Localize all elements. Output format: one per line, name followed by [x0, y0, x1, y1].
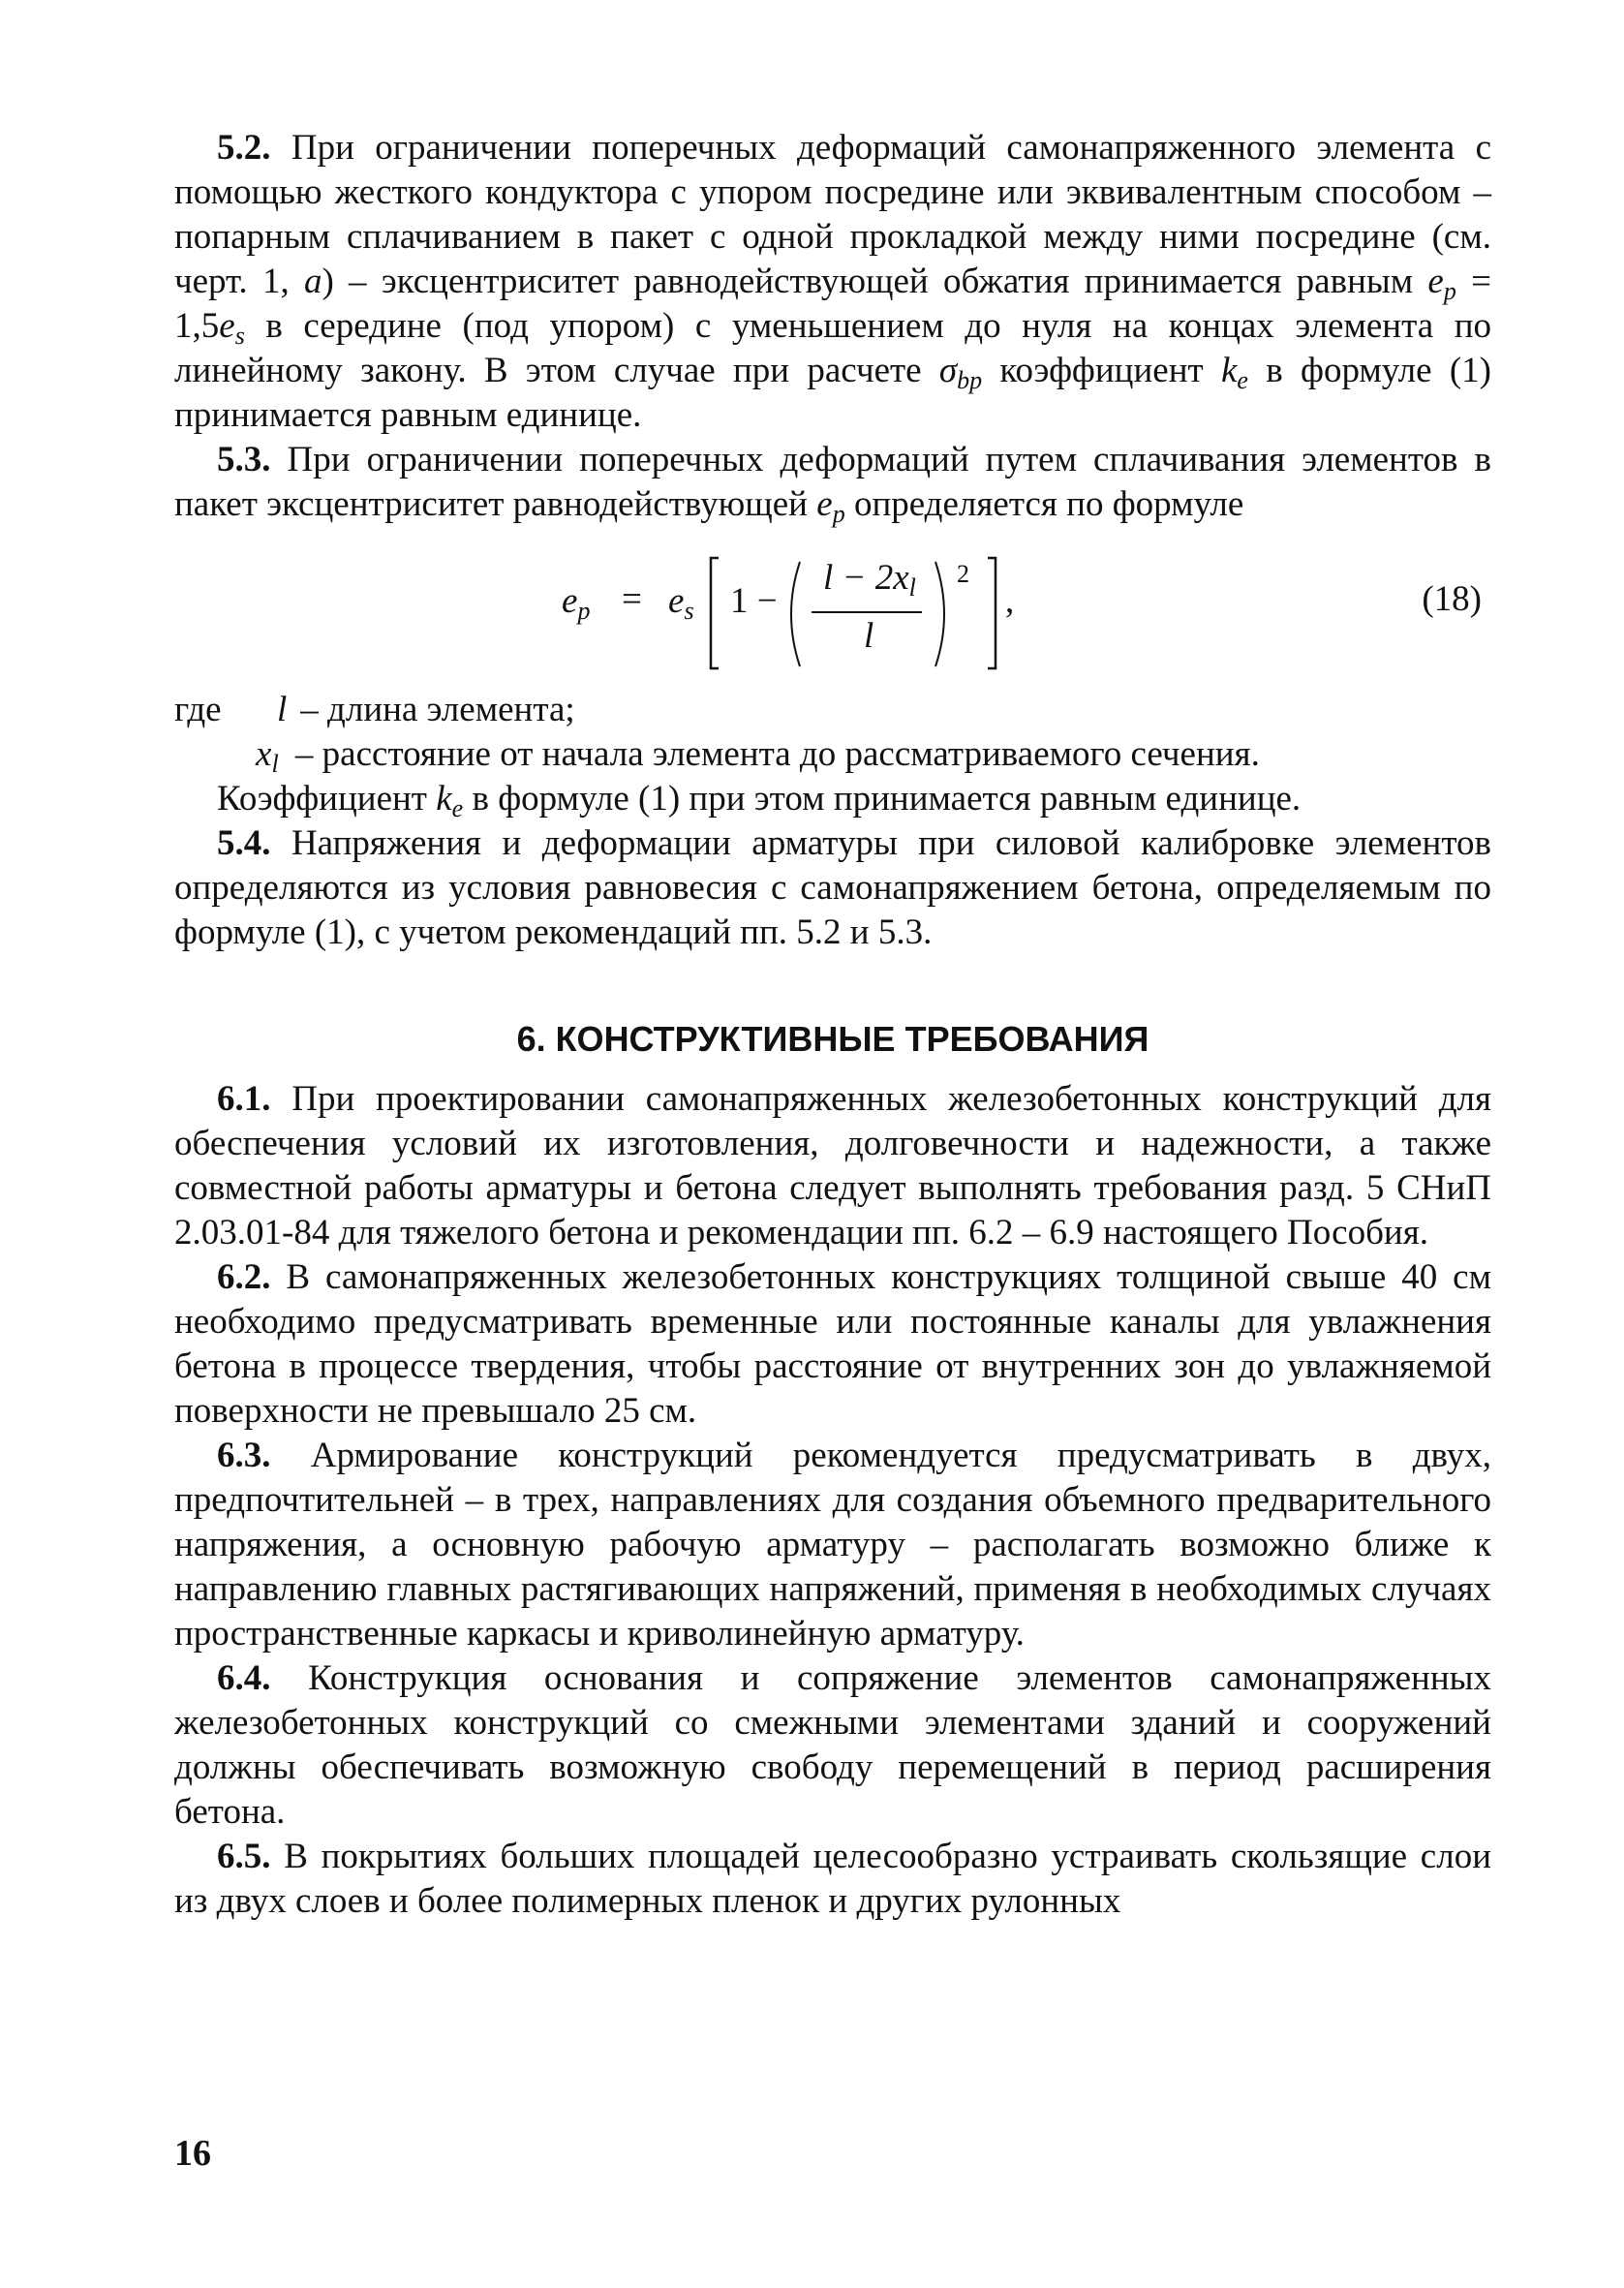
section-heading: 6. КОНСТРУКТИВНЫЕ ТРЕБОВАНИЯ: [516, 1019, 1149, 1059]
text: Коэффициент: [217, 779, 437, 819]
formula-comma: ,: [1005, 581, 1015, 621]
legend-x: $x_l$ – расстояние от начала элемента до рассматриваемого сечения.: [256, 734, 1260, 778]
formula-exponent: 2: [957, 560, 969, 588]
formula-denominator: l: [864, 616, 874, 656]
text: Напряжения и деформации арматуры при силовой калибровке элементов определяются из условия равновесия с самонапряжением бетона, определяемым по формуле (1), с учетом рекомендаций пп. 5.2 и 5.3.: [174, 823, 1492, 952]
math-var: e: [1427, 262, 1444, 301]
math-sub: s: [234, 322, 245, 350]
clause-number: 5.3.: [217, 440, 271, 479]
paragraph-6-2: [174, 1255, 1491, 1434]
paragraph-5-4: [174, 821, 1491, 955]
math-sub: bp: [957, 366, 983, 394]
formula-equals: =: [622, 579, 642, 619]
clause-number: 6.4.: [217, 1658, 271, 1698]
where-label: где: [174, 690, 222, 729]
text: При проектировании самонапряженных железобетонных конструкций для обеспечения условий их изготовления, долговечности и надежности, а также совместной работы арматуры и бетона следует выполнять требования разд. 5 СНиП 2.03.01-84 для тяжелого бетона и рекомендации пп. 6.2 – 6.9 настоящего Пособия.: [174, 1079, 1492, 1252]
math-var: а: [303, 262, 322, 301]
text: При ограничении поперечных деформаций путем сплачивания элементов в пакет эксцентриситет равнодействующей: [174, 440, 1491, 524]
math-var: e: [816, 484, 833, 524]
math-num: 1,5: [174, 306, 220, 346]
text: определяется по формуле: [844, 484, 1244, 524]
text: в середине (под упором) с уменьшением до нуля на концах элемента по линейному закону. В этом случае при расчете: [174, 306, 1491, 390]
paragraph-6-3: [174, 1434, 1491, 1656]
equation-number: (18): [1422, 579, 1482, 619]
formula-legend: [174, 688, 1491, 777]
text: в формуле (1) принимается равным единице.: [174, 351, 1491, 435]
paragraph-5-3: [174, 438, 1491, 527]
page-number: 16: [174, 2133, 211, 2174]
paragraph-6-5: [174, 1835, 1491, 1924]
math-var: e: [219, 306, 235, 346]
paragraph-6-1: [174, 1077, 1491, 1255]
text: в формуле (1) при этом принимается равным единице.: [463, 779, 1302, 819]
paragraph-6-4: [174, 1656, 1491, 1835]
math-var: k: [436, 779, 452, 819]
clause-number: 5.2.: [217, 128, 271, 168]
formula-numerator: $l - 2x_l$: [823, 558, 916, 602]
math-sub: e: [451, 794, 464, 822]
clause-number: 6.5.: [217, 1837, 271, 1876]
text: ) – эксцентриситет равнодействующей обжатия принимается равным: [322, 262, 1428, 301]
clause-number: 6.3.: [217, 1436, 271, 1475]
math-sub: e: [1237, 366, 1248, 394]
formula-lhs: $e_p$: [562, 581, 591, 625]
text: Конструкция основания и сопряжение элементов самонапряженных железобетонных конструкций со смежными элементами зданий и сооружений должны обеспечивать возможную свободу перемещений в период расширения бетона.: [174, 1658, 1491, 1832]
formula-one-minus: 1 −: [730, 581, 778, 621]
paragraph-5-2: [174, 126, 1491, 438]
math-sub: p: [1443, 277, 1456, 305]
math-sub: p: [832, 500, 845, 528]
text: При ограничении поперечных деформаций самонапряженного элемента с помощью жесткого кондуктора с упором посредине или эквивалентным способом – попарным сплачиванием в пакет с одной прокладкой между ними посредине (см. черт. 1,: [174, 128, 1491, 301]
math-var: σ: [938, 351, 958, 390]
text: Армирование конструкций рекомендуется предусматривать в двух, предпочтительней – в трех, направлениях для создания объемного предварительного напряжения, а основную рабочую арматуру – располагать возможно ближе к направлению главных растягивающих напряжений, применяя в необходимых случаях пространственные каркасы и криволинейную арматуру.: [174, 1436, 1491, 1654]
legend-l: l – длина элемента;: [277, 690, 575, 729]
text-column: [174, 126, 1491, 1924]
paragraph-coefficient: [174, 777, 1491, 821]
text: В покрытиях больших площадей целесообразно устраивать скользящие слои из двух слоев и более полимерных пленок и других рулонных: [174, 1837, 1491, 1921]
clause-number: 5.4.: [217, 823, 271, 863]
formula-18: [174, 533, 1491, 688]
text: В самонапряженных железобетонных конструкциях толщиной свыше 40 см необходимо предусматривать временные или постоянные каналы для увлажнения бетона в процессе твердения, чтобы расстояние от внутренних зон до увлажняемой поверхности не превышало 25 см.: [174, 1257, 1491, 1431]
text: коэффициент: [982, 351, 1221, 390]
math-op: =: [1471, 262, 1491, 301]
formula-es: $e_s$: [668, 581, 694, 625]
clause-number: 6.1.: [217, 1079, 271, 1119]
clause-number: 6.2.: [217, 1257, 271, 1297]
math-var: k: [1220, 351, 1238, 390]
